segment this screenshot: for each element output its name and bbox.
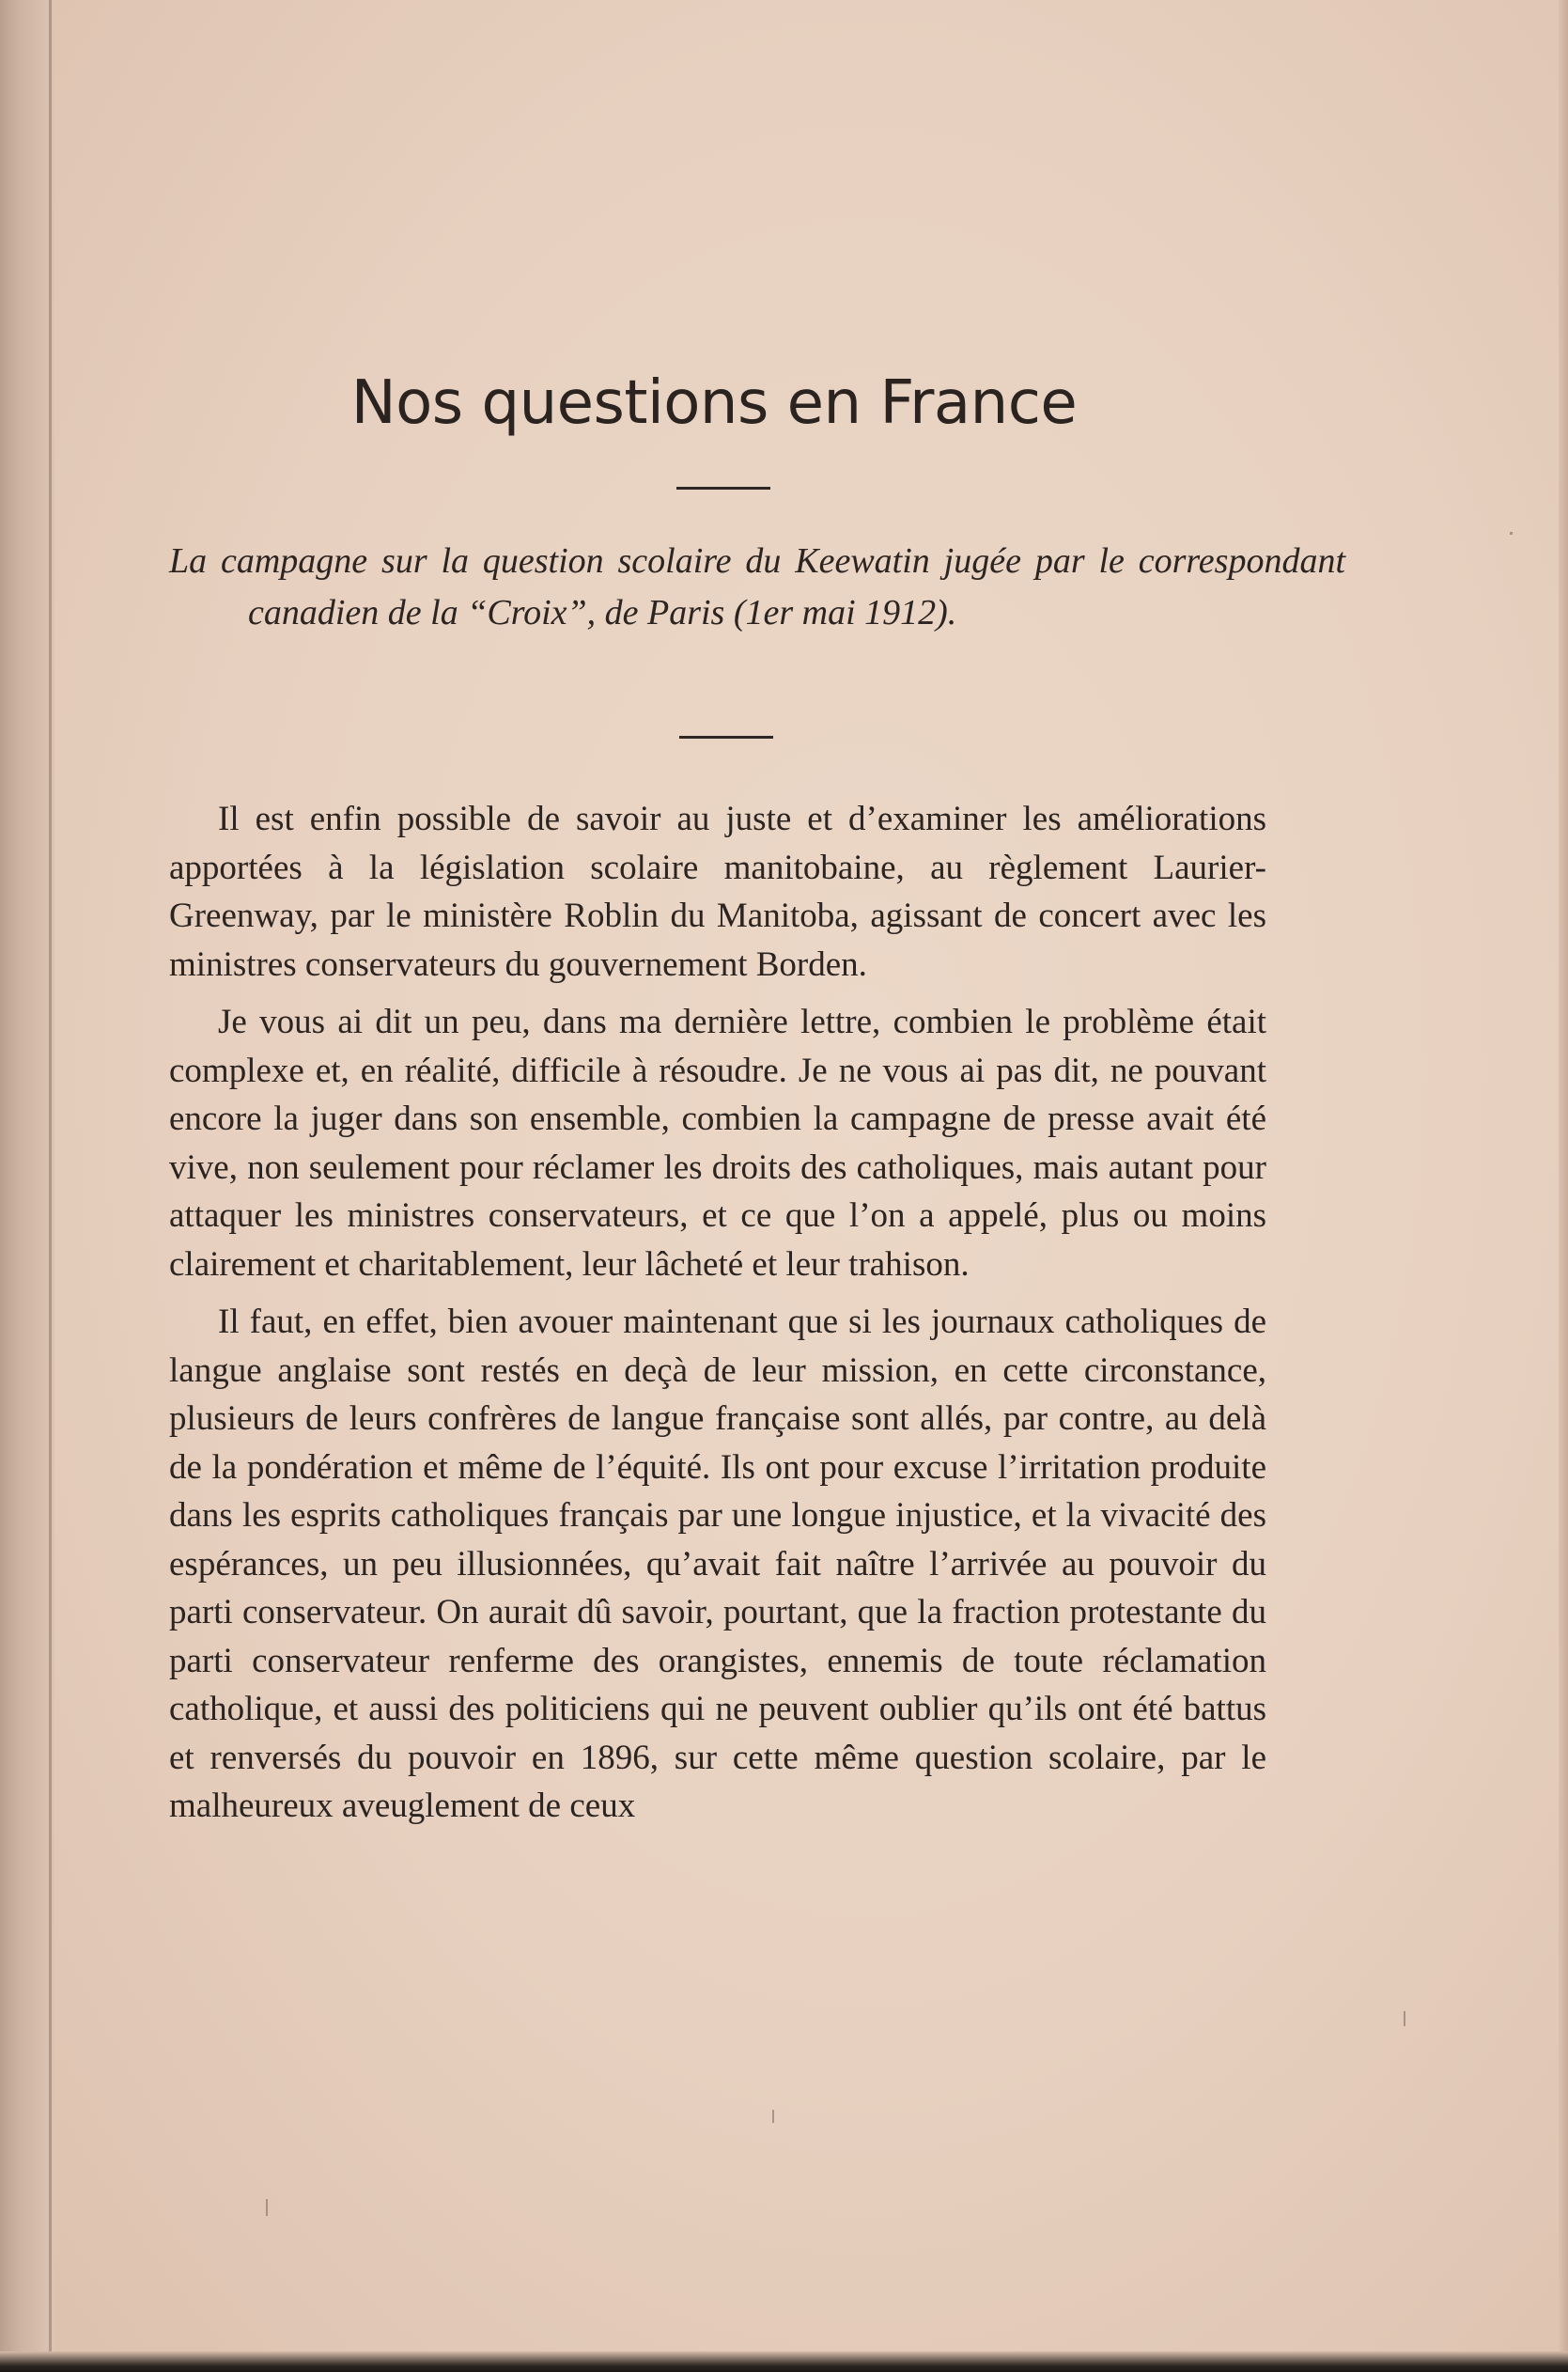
paragraph-3: Il faut, en effet, bien avouer maintenant que si les journaux catholiques de langue anglaise sont restés en deçà de leur mission, en cette circonstance, plusieurs de leurs confrères de langue française sont allés, par contre, au delà de la pondération et même de l’équité. Ils ont pour excuse l’irritation produite dans les esprits catholiques français par une longue injustice, et la vivacité des espérances, un peu illusionnées, qu’avait fait naître l’arrivée au pouvoir du parti conservateur. On aurait dû savoir, pourtant, que la fraction protestante du parti conservateur renferme des orangistes, ennemis de toute réclamation catholique, et aussi des politiciens qui ne peuvent oublier qu’ils ont été battus et renversés du pouvoir en 1896, sur cette même question scolaire, par le malheureux aveuglement de ceux — [169, 1303, 1266, 1825]
page-right-edge — [1559, 0, 1568, 2372]
subtitle-text: La campagne sur la question scolaire du Keewatin jugée par le correspondant canadien de la “Croix”, de Paris ( — [169, 541, 1345, 632]
paper-speck — [266, 2199, 268, 2216]
page-bottom-edge — [0, 2351, 1568, 2372]
paragraph-2: Je vous ai dit un peu, dans ma dernière lettre, combien le problème était complexe et, en réalité, difficile à résoudre. Je ne vous ai pas dit, ne pouvant encore la juger dans son ensemble, combien la campagne de presse avait été vive, non seulement pour réclamer les droits des catholiques, mais autant pour attaquer les ministres conservateurs, et ce que l’on a appelé, plus ou moins clairement et charitablement, leur lâcheté et leur trahison. — [169, 1003, 1266, 1284]
article-subtitle — [169, 536, 1345, 639]
title-divider — [676, 487, 770, 490]
paper-speck — [1510, 532, 1513, 535]
page-title: Nos questions en France — [350, 368, 1078, 438]
subtitle-divider — [679, 736, 773, 739]
spine-crease — [49, 0, 52, 2372]
paragraph-1: Il est enfin possible de savoir au juste et d’examiner les améliorations apportées à la législation scolaire manitobaine, au règlement Laurier-Greenway, par le ministère Roblin du Manitoba, agissant de concert avec les ministres conservateurs du gouvernement Borden. — [169, 800, 1266, 984]
paper-speck — [1404, 2011, 1405, 2026]
page-spine-shadow — [0, 0, 54, 2372]
paper-speck — [772, 2110, 774, 2123]
subtitle-ordinal: 1er — [745, 593, 794, 632]
article-body — [169, 795, 1266, 1840]
subtitle-date: mai 1912). — [793, 593, 957, 632]
